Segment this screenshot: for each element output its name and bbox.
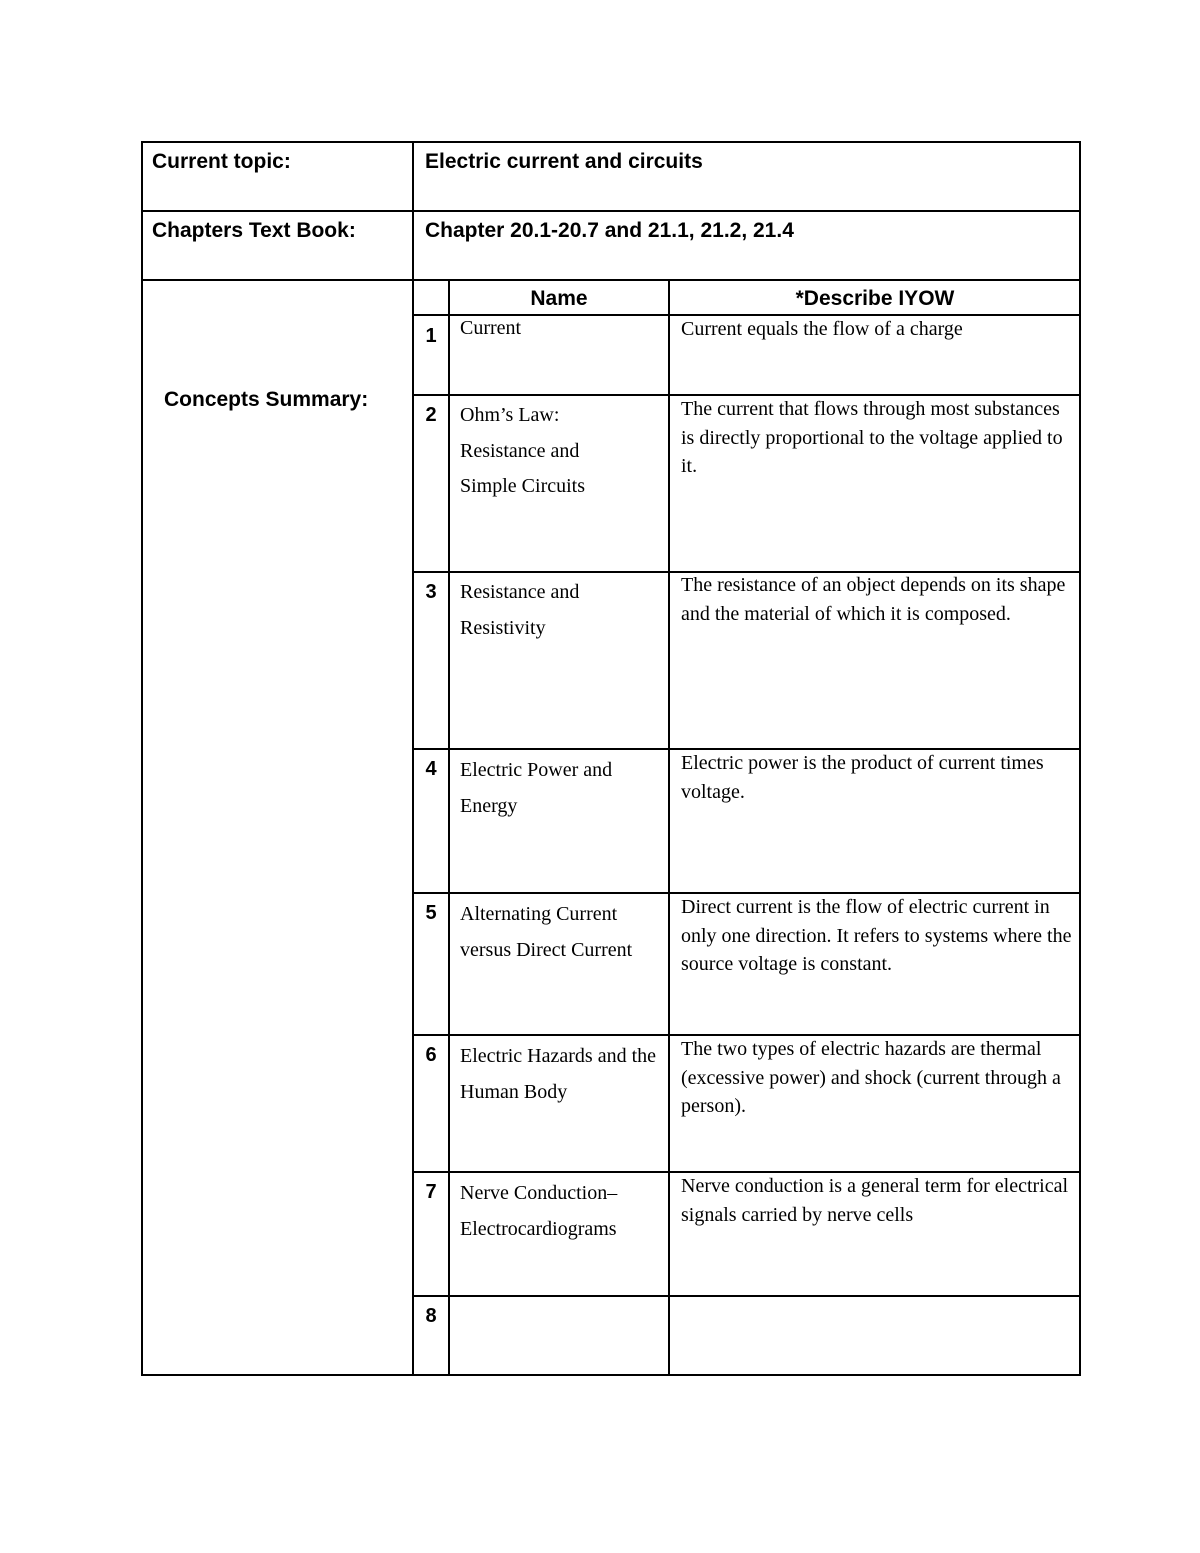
chapters-label: Chapters Text Book:: [152, 219, 356, 242]
current-topic-value: Electric current and circuits: [425, 150, 703, 173]
row-divider-topic: [141, 210, 1081, 212]
row-divider-chapters: [141, 279, 1081, 281]
concept-number: 3: [425, 581, 437, 603]
concept-number: 6: [425, 1044, 437, 1066]
concept-description: Electric power is the product of current times voltage.: [681, 752, 1044, 803]
column-header-describe: *Describe IYOW: [795, 287, 955, 310]
concept-description: Direct current is the flow of electric current in only one direction. It refers to systems where the source voltage is constant.: [681, 896, 1072, 976]
chapters-value: Chapter 20.1-20.7 and 21.1, 21.2, 21.4: [425, 219, 794, 242]
column-divider-name: [668, 281, 670, 1376]
concepts-summary-label: Concepts Summary:: [164, 388, 369, 411]
concept-number: 8: [425, 1305, 437, 1327]
concept-description: Nerve conduction is a general term for electrical signals carried by nerve cells: [681, 1175, 1069, 1226]
concept-number: 1: [425, 325, 437, 347]
concept-description: Current equals the flow of a charge: [681, 318, 963, 340]
concept-name: Electric Hazards and the Human Body: [460, 1045, 657, 1103]
concept-name: Resistance and Resistivity: [460, 581, 580, 639]
concept-number: 2: [425, 404, 437, 426]
concept-name: Alternating Current versus Direct Current: [460, 903, 633, 961]
concept-name: Nerve Conduction–Electrocardiograms: [460, 1182, 618, 1240]
column-divider-number: [448, 281, 450, 1376]
concept-name: Ohm’s Law: Resistance and Simple Circuits: [460, 404, 585, 497]
concept-name: Current: [460, 317, 522, 339]
concept-name: Electric Power and Energy: [460, 759, 613, 817]
concept-number: 7: [425, 1181, 437, 1203]
column-header-name: Name: [530, 287, 588, 310]
current-topic-label: Current topic:: [152, 150, 291, 173]
concept-description: The resistance of an object depends on its shape and the material of which it is composed.: [681, 574, 1066, 625]
inner-divider-7: [413, 1295, 1080, 1297]
concept-number: 5: [425, 902, 437, 924]
concept-description: The two types of electric hazards are thermal (excessive power) and shock (current through a person).: [681, 1038, 1061, 1118]
concept-number: 4: [425, 758, 437, 780]
concept-description: The current that flows through most substances is directly proportional to the voltage applied to it.: [681, 398, 1063, 478]
